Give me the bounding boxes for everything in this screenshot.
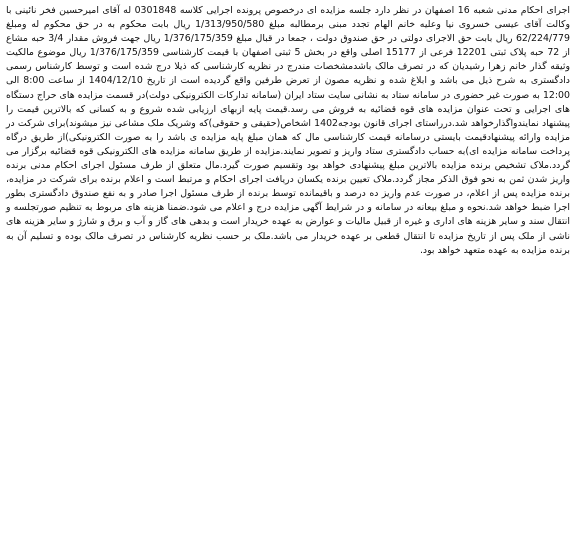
notice-paragraph: اجرای احکام مدنی شعبه 16 اصفهان در نظر دارد جلسه مزایده ای درخصوص پرونده اجرایی کلاسه 0301848 له آقای امیرحسین فخر نائینی با وکالت آقای عیسی خسروی نیا وعلیه خانم الهام تجدد مبنی برمطالبه مبلغ 1/313/950/580 ریال بابت محکوم به در حق محکوم له ومبلغ 62/224/779 ریال بابت حق الاجرای دولتی در حق صندوق دولت ، جمعا در قبال مبلغ 1/376/175/359 ریال جهت فروش مقدار 3/4 حبه مشاع از 72 حبه پلاک ثبتی 12201 فرعی از 15177 اصلی واقع در بخش 5 ثبتی اصفهان با قیمت کارشناسی 1/376/175/359 ریال موضوع مالکیت وثیقه گذار خانم زهرا رشیدیان که در تصرف مالک باشدمشخصات مندرج در نظریه کارشناسی که ذیلا درج شده است و توسط کارشناس رسمی دادگستری به شرح ذیل می باشد و ابلاغ شده و نظریه مصون از تعرض طرفین واقع گردیده است از تاریخ 1404/12/10 از ساعت 8:00 الی 12:00 به صورت غیر حضوری در سامانه ستاد به نشانی سایت ستاد ایران (سامانه تدارکات الکترونیکی دولت)در قسمت مزایده های حراج دستگاه های اجرایی و تحت عنوان مزایده های قوه قضائیه به فروش می رسد.قیمت پایه ازبهای ارزیابی شده شروع و به کسانی که بالاترین قیمت را پیشنهاد نمایندواگذارخواهد شد.درراستای اجرای قانون بودجه1402 اشخاص(حقیقی و حقوقی)که وشریک ملک مشاعی نیز میشوند)برای شرکت در مزایده وارائه پیشنهادقیمت بایستی درسامانه قیمت کارشناسی مال که همان مبلغ پایه مزایده ی باشد را به صورت الکترونیکی)از طریق درگاه پرداخت سامانه مزایده ای)به حساب دادگستری ستاد واریز و تصویر نمایند.مزایده از طریق سامانه مزایده های الکترونیکی قوه قضائیه برگزار می گردد.ملاک تشخیص برنده مزایده بالاترین مبلغ پیشنهادی خواهد بود وتقسیم صورت گیرد.مال متعلق از طرف مسئول اجرای احکام مدنی برنده واریز شدن ثمن به نحو فوق الذکر مجاز گردد.ملاک تعیین برنده یکسان دریافت اجرای احکام و مرتبط است و اعلام برنده برای شرکت در مزایده، برنده مزایده پس از اعلام، در صورت عدم واریز ده درصد و باقیمانده توسط برنده از طرف مسئول اجرا صادر و به نفع صندوق دادگستری بطور اجرا ضبط خواهد شد.نحوه و مبلغ بیعانه در سامانه و در شرایط آگهی مزایده درج و اعلام می شود.ضمنا هزینه های مربوط به تنظیم صورتجلسه و انتقال سند و سایر هزینه های اداری و غیره از قبیل مالیات و عوارض به عهده خریدار است و بدهی های گاز و آب و برق و شارژ و سایر هزینه های ناشی از ملک پس از تاریخ مزایده تا انتقال قطعی بر عهده خریدار می باشد.ملک بر حسب نظریه کارشناس در تصرف مالک بوده و تسلیم آن به برنده مزایده به عهده متعهد خواهد بود.	[6, 5, 571, 256]
